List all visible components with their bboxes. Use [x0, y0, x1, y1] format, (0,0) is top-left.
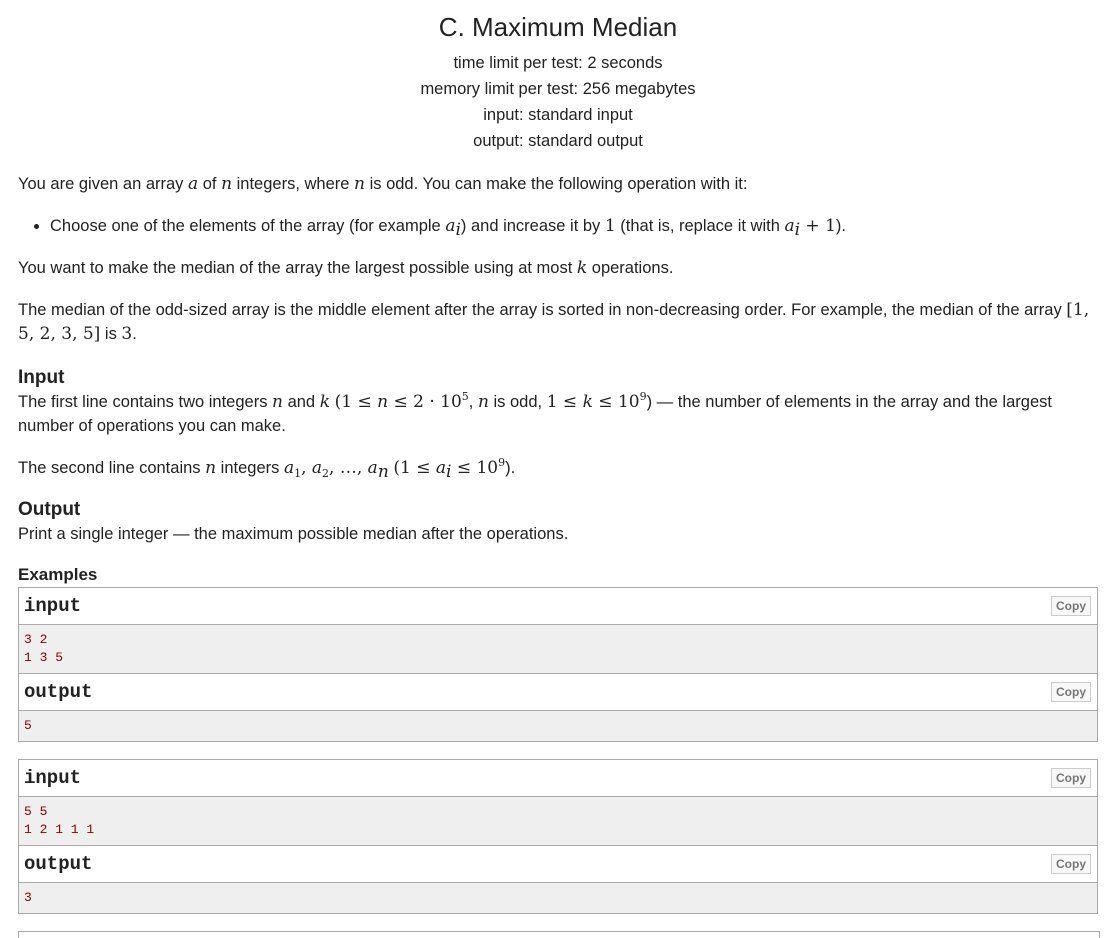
- operation-item: • Choose one of the elements of the array (for example $a_i$) and increase it by 1 (that is, replace it with $a_i + 1$).: [50, 214, 1098, 238]
- problem-page: [18, 0, 1098, 914]
- copy-input-button[interactable]: Copy: [1051, 596, 1091, 616]
- input-label: input: [24, 595, 82, 617]
- operation-list: [18, 214, 1098, 238]
- problem-title: C. Maximum Median: [438, 12, 678, 42]
- input-label: input: [24, 767, 82, 789]
- problem-limits: [18, 50, 1098, 154]
- input-heading: Input: [18, 367, 65, 388]
- example-1-input-title: [19, 588, 1097, 625]
- example-1: [18, 587, 1098, 742]
- input-paragraph-2: The second line contains n integers $a_1$, $a_2$, …, $a_n$ $(1 \le a_i \le 10^9)$.: [18, 456, 516, 482]
- example-1-output-title: [19, 674, 1097, 711]
- example-1-output: 5: [19, 711, 1097, 741]
- example-2: [18, 759, 1098, 914]
- memory-limit: memory limit per test: 256 megabytes: [420, 80, 696, 98]
- time-limit: time limit per test: 2 seconds: [453, 54, 663, 72]
- example-2-input-title: [19, 760, 1097, 797]
- statement-paragraph-3: The median of the odd-sized array is the middle element after the array is sorted in non-decreasing order. For example, the median of the array [1, 5, 2, 3, 5] is 3.: [18, 300, 1090, 344]
- statement-paragraph-1: You are given an array a of n integers, where n is odd. You can make the following operation with it:: [18, 174, 748, 194]
- example-1-input: 3 2 1 3 5: [19, 625, 1097, 674]
- output-label: output: [24, 681, 93, 703]
- examples-heading: Examples: [18, 565, 98, 584]
- copy-output-button[interactable]: Copy: [1051, 854, 1091, 874]
- output-paragraph: Print a single integer — the maximum possible median after the operations.: [18, 525, 569, 543]
- example-2-input: 5 5 1 2 1 1 1: [19, 797, 1097, 846]
- output-heading: Output: [18, 499, 81, 520]
- output-type: output: standard output: [473, 132, 643, 150]
- statement-paragraph-2: You want to make the median of the array the largest possible using at most k operations.: [18, 258, 674, 278]
- example-2-output: 3: [19, 883, 1097, 913]
- copy-output-button[interactable]: Copy: [1051, 682, 1091, 702]
- input-type: input: standard input: [483, 106, 633, 124]
- output-label: output: [24, 853, 93, 875]
- example-2-output-title: [19, 846, 1097, 883]
- input-paragraph-1: The first line contains two integers n and k ($1 \le n \le 2 \cdot 10^5$, n is odd, $1 \le k \le 10^9$) — the number of elements in the array and the largest number of operations you can make.: [18, 390, 1052, 435]
- copy-input-button[interactable]: Copy: [1051, 768, 1091, 788]
